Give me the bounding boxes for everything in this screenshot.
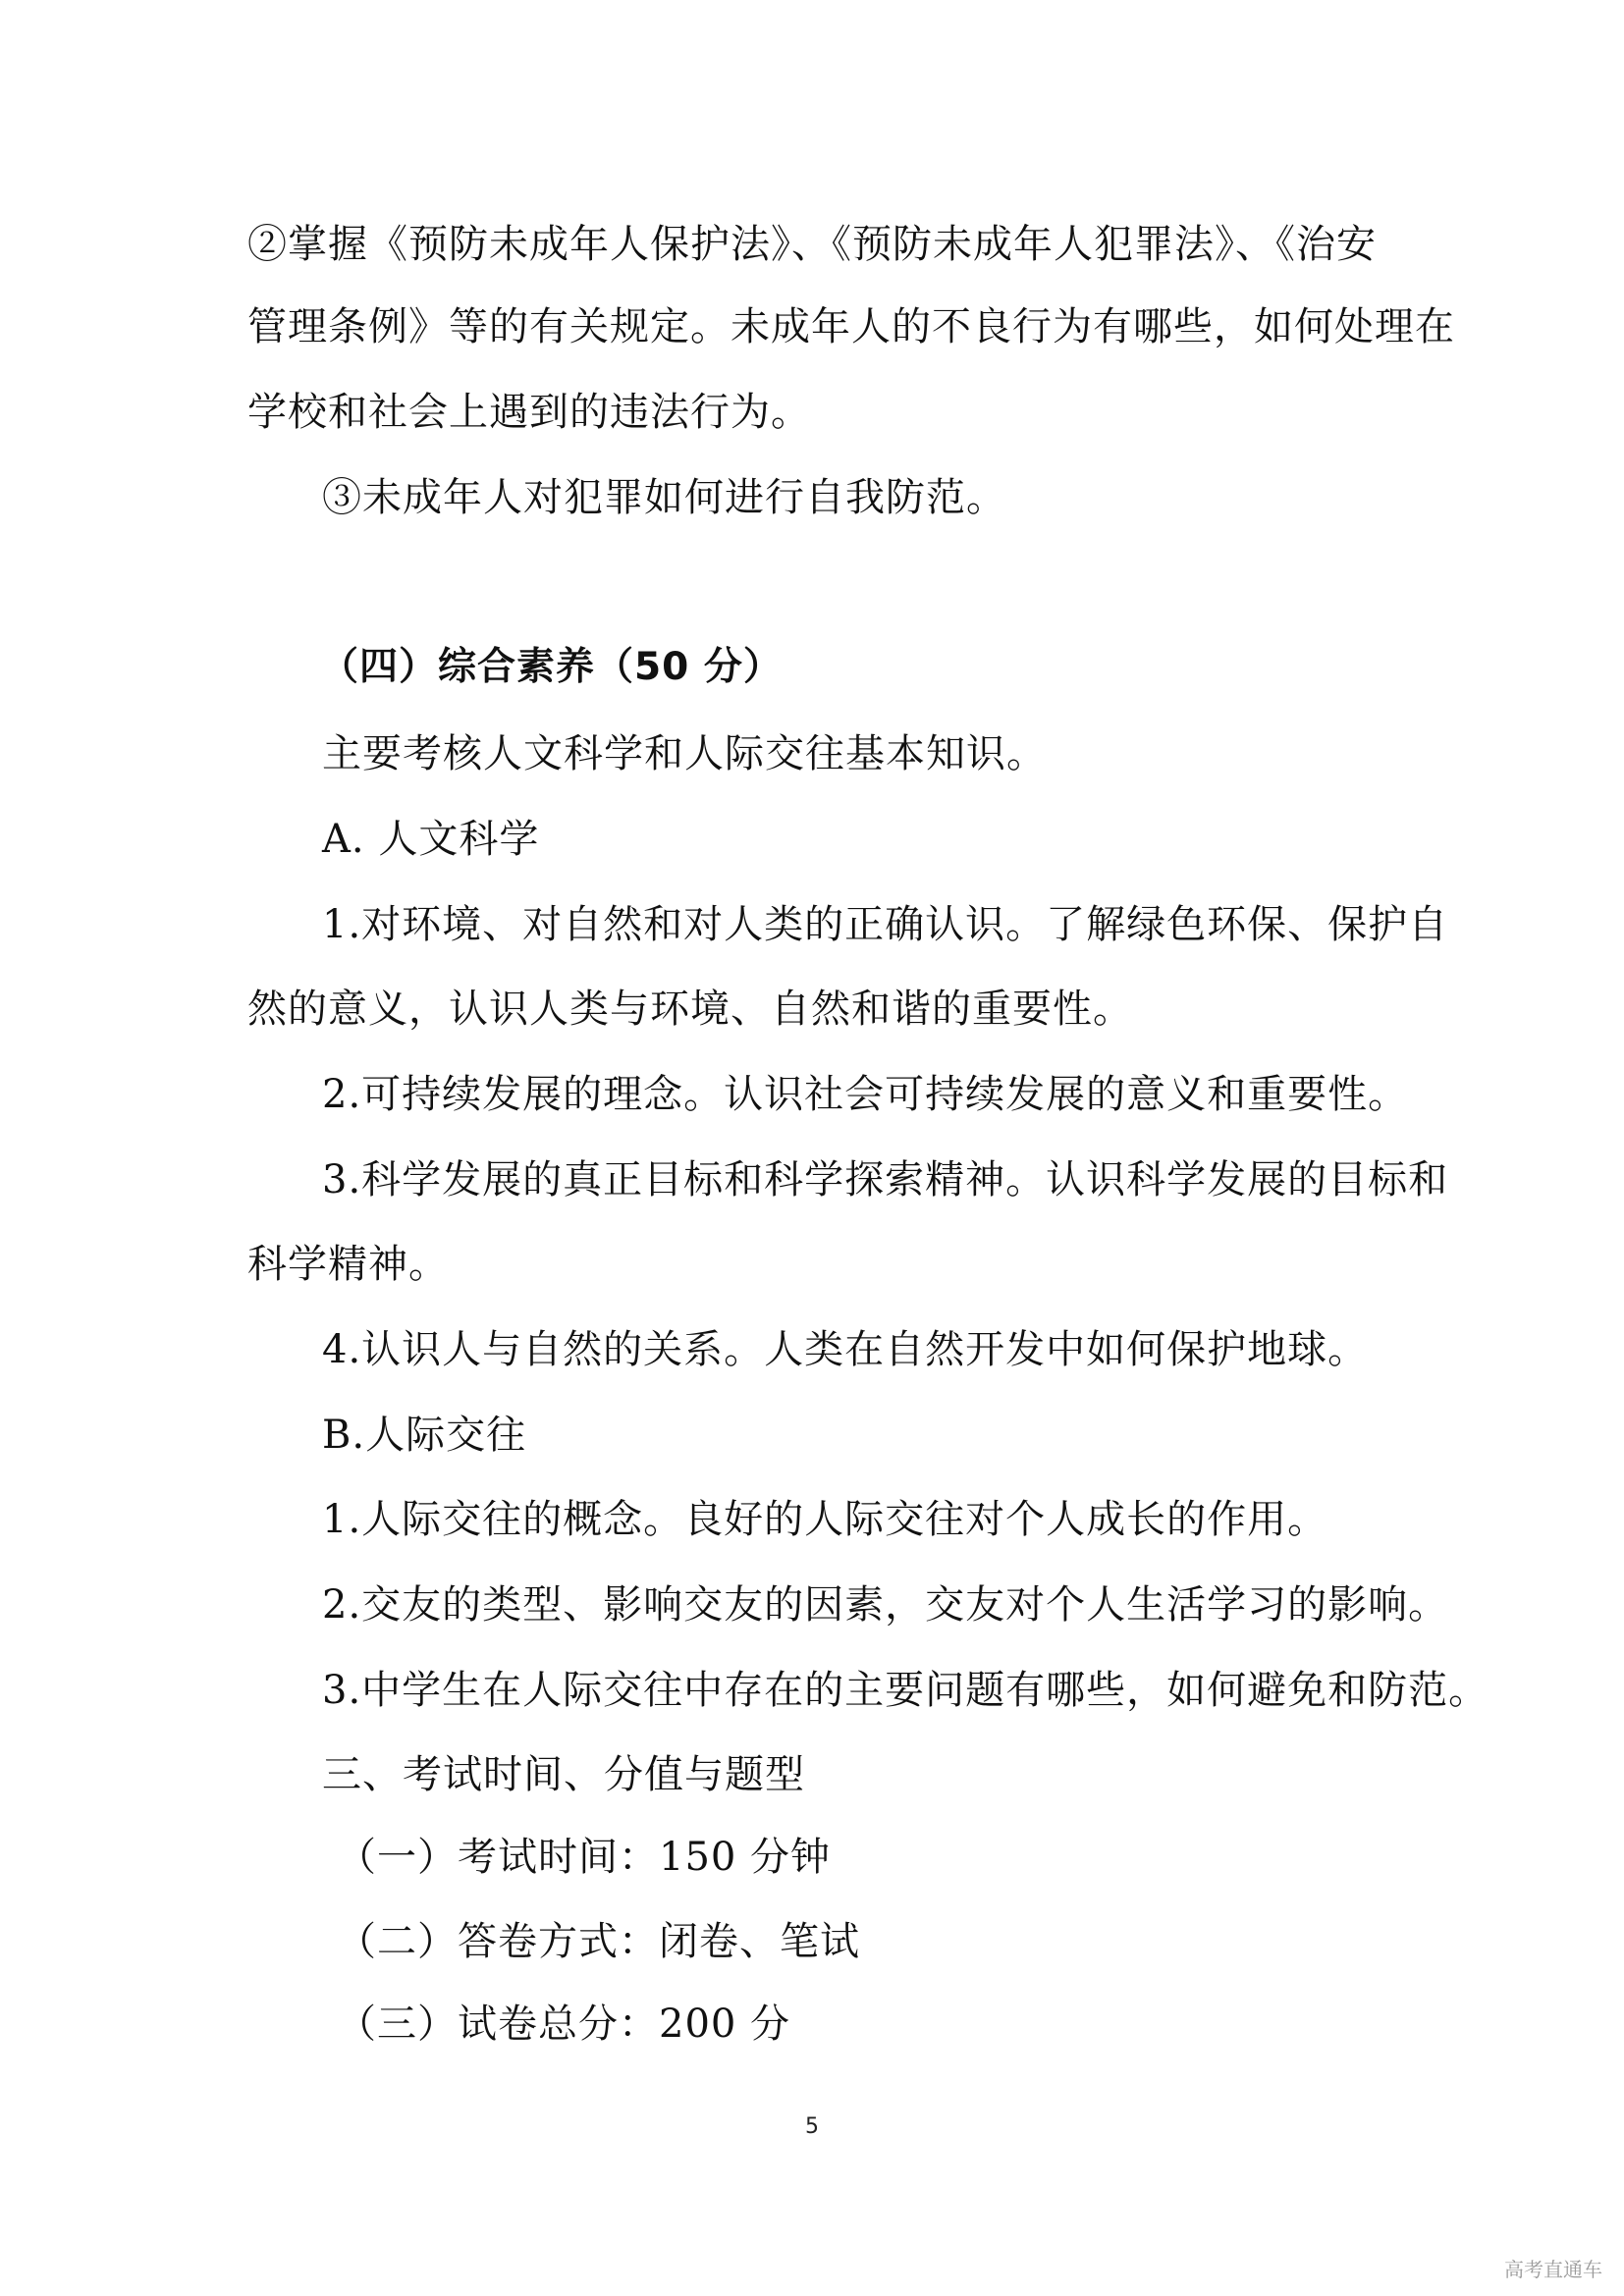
item2-line1: ②掌握《预防未成年人保护法》、《预防未成年人犯罪法》、《治安 [247, 222, 1377, 267]
partA-item4: 4.认识人与自然的关系。人类在自然开发中如何保护地球。 [322, 1327, 1369, 1372]
partB-item2: 2.交友的类型、影响交友的因素，交友对个人生活学习的影响。 [322, 1582, 1449, 1628]
section4-intro: 主要考核人文科学和人际交往基本知识。 [322, 731, 1047, 776]
partA-title: A. 人文科学 [322, 817, 540, 862]
partA-item2: 2.可持续发展的理念。认识社会可持续发展的意义和重要性。 [322, 1072, 1409, 1117]
part3-total-score: （三）试卷总分：200 分 [337, 2002, 791, 2047]
partB-title: B.人际交往 [322, 1413, 527, 1458]
partB-item1: 1.人际交往的概念。良好的人际交往对个人成长的作用。 [322, 1497, 1328, 1542]
item2-line2: 管理条例》等的有关规定。未成年人的不良行为有哪些，如何处理在 [247, 304, 1455, 349]
partA-item3-line1: 3.科学发展的真正目标和科学探索精神。认识科学发展的目标和 [322, 1157, 1449, 1202]
section4-heading: （四）综合素养（50 分） [320, 645, 783, 689]
partA-item3-line2: 科学精神。 [247, 1242, 449, 1287]
partA-item1-line1: 1.对环境、对自然和对人类的正确认识。了解绿色环保、保护自 [322, 902, 1449, 947]
partB-item3: 3.中学生在人际交往中存在的主要问题有哪些，如何避免和防范。 [322, 1668, 1489, 1713]
watermark: 高考直通车 [1504, 2258, 1602, 2281]
item3-line: ③未成年人对犯罪如何进行自我防范。 [322, 475, 1006, 520]
item2-line3: 学校和社会上遇到的违法行为。 [247, 390, 811, 435]
part3-exam-time: （一）考试时间：150 分钟 [337, 1835, 832, 1880]
part3-heading: 三、考试时间、分值与题型 [322, 1752, 805, 1797]
part3-exam-method: （二）答卷方式：闭卷、笔试 [337, 1919, 860, 1964]
partA-item1-line2: 然的意义，认识人类与环境、自然和谐的重要性。 [247, 987, 1133, 1032]
page-number: 5 [805, 2114, 819, 2139]
